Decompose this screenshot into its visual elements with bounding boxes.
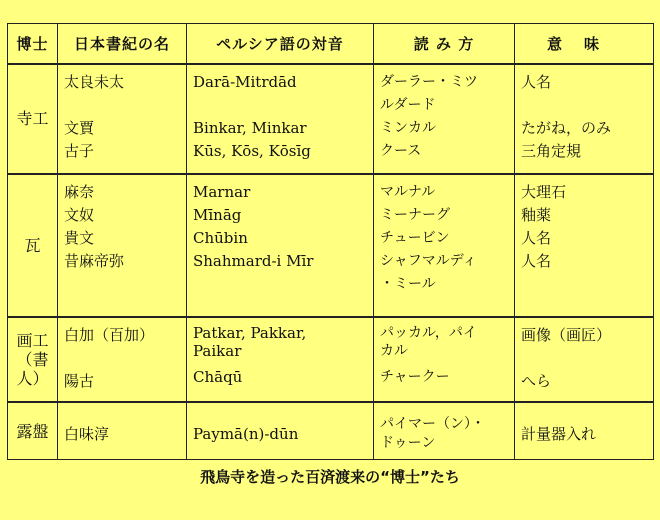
meaning [521, 94, 647, 117]
japanese-name: 陽古 [64, 371, 95, 390]
reading: マルナル [380, 183, 436, 200]
japanese-name: 貴文 [64, 228, 95, 247]
meaning: 画像（画匠） [521, 325, 612, 344]
persian-transcription: Patkar, Pakkar, [193, 323, 307, 342]
meaning: たがね，のみ [521, 118, 612, 137]
group-row-painter [8, 317, 654, 403]
reading: ルダード [380, 96, 436, 113]
meaning-cell [515, 402, 654, 459]
meaning-cell [515, 174, 654, 317]
meaning: 人名 [521, 72, 552, 91]
group-row-tile [8, 174, 654, 317]
reading: シャフマルディ [380, 252, 477, 269]
reading: パッカル，パイ [380, 324, 477, 341]
japanese-name: 太良未太 [64, 72, 125, 91]
meaning: 三角定規 [521, 141, 582, 160]
persian-transcription: Kūs, Kōs, Kōsīg [193, 141, 311, 160]
japanese-name: 昔麻帝弥 [64, 251, 125, 270]
meaning: へら [521, 371, 552, 390]
persian-transcription: Mīnāg [193, 205, 242, 224]
meaning-cell [515, 317, 654, 403]
reading-cell [374, 64, 515, 174]
meaning: 人名 [521, 251, 552, 270]
category-cell: 瓦 [8, 174, 58, 317]
meaning: 計量器入れ [521, 424, 597, 443]
reading: カル [380, 342, 408, 359]
persian-cell [187, 317, 374, 403]
persian-transcription: Paymā(n)-dūn [193, 424, 299, 443]
persian-transcription: Binkar, Minkar [193, 118, 307, 137]
japanese-name-cell [58, 402, 187, 459]
japanese-name-cell [58, 317, 187, 403]
reading: ドゥーン [380, 435, 436, 452]
japanese-name [64, 94, 180, 117]
header-hakase: 博士 [8, 24, 58, 64]
header-meaning: 意味 [515, 24, 654, 64]
group-row-roban [8, 402, 654, 459]
meaning: 人名 [521, 228, 552, 247]
persian-cell [187, 402, 374, 459]
hakase-table [7, 23, 654, 460]
meaning: 釉薬 [521, 205, 552, 224]
persian-transcription: Marnar [193, 182, 251, 201]
japanese-name [64, 347, 180, 370]
japanese-name: 麻奈 [64, 182, 95, 201]
category-cell: 寺工 [8, 64, 58, 174]
reading-cell [374, 402, 515, 459]
persian-transcription: Shahmard-i Mīr [193, 251, 314, 270]
japanese-name-cell [58, 174, 187, 317]
category-cell: 露盤 [8, 402, 58, 459]
persian-transcription: Chāqū [193, 367, 243, 386]
persian-transcription [193, 94, 367, 117]
group-row-temple-craftsman [8, 64, 654, 174]
japanese-name: 文賈 [64, 118, 95, 137]
persian-cell [187, 174, 374, 317]
reading-cell [374, 174, 515, 317]
reading: ダーラー・ミツ [380, 73, 478, 90]
header-reading: 読 み 方 [374, 24, 515, 64]
table-caption: 飛鳥寺を造った百済渡来の“博士”たち [200, 468, 460, 486]
japanese-name: 白加（百加） [64, 325, 155, 344]
meaning [521, 347, 647, 370]
category-line: （書人） [16, 350, 49, 389]
meaning-cell [515, 64, 654, 174]
persian-cell [187, 64, 374, 174]
reading-cell [374, 317, 515, 403]
reading: パイマー（ン）・ [380, 416, 485, 433]
header-persian: ペルシア語の対音 [187, 24, 374, 64]
reading: ・ミール [380, 275, 436, 292]
header-japanese-name: 日本書紀の名 [58, 24, 187, 64]
japanese-name: 白味淳 [64, 424, 110, 443]
reading: チュービン [380, 229, 450, 246]
meaning: 大理石 [521, 182, 567, 201]
persian-transcription: Darā-Mitrdād [193, 72, 297, 91]
category-line: 画工 [16, 331, 49, 351]
persian-transcription: Chūbin [193, 228, 248, 247]
header-row [8, 24, 654, 64]
japanese-name-cell [58, 64, 187, 174]
reading: ミーナーグ [380, 206, 450, 223]
japanese-name: 文奴 [64, 205, 95, 224]
reading: クース [380, 142, 422, 159]
persian-transcription: Paikar [193, 341, 242, 360]
japanese-name: 古子 [64, 141, 95, 160]
reading: チャークー [380, 368, 450, 385]
category-cell [8, 317, 58, 403]
reading: ミンカル [380, 119, 436, 136]
